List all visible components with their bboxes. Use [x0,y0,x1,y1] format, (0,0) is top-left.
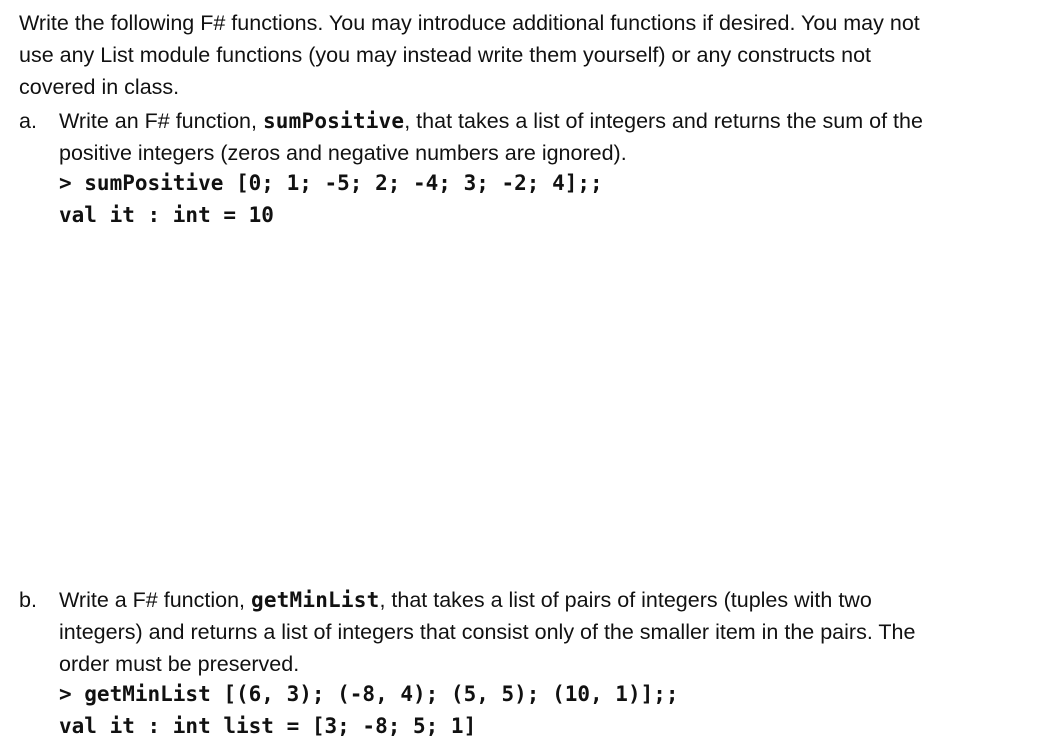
part-b-text-pre: Write a F# function, [59,588,251,612]
part-a-line-1 [59,105,923,137]
part-b-line-1 [59,584,872,616]
intro-line-2: use any List module functions (you may instead write them yourself) or any constructs not [19,43,872,67]
part-b-function-name: getMinList [251,588,380,612]
part-b-example-input: > getMinList [(6, 3); (-8, 4); (5, 5); (10, 1)];; [59,682,679,706]
part-a-example-input: > sumPositive [0; 1; -5; 2; -4; 3; -2; 4];; [59,171,603,195]
intro-line-3: covered in class. [19,75,180,99]
part-a-text-post: , that takes a list of integers and returns the sum of the [404,109,923,133]
part-b-line-2: integers) and returns a list of integers that consist only of the smaller item in the pairs. The [59,620,916,644]
part-a-function-name: sumPositive [262,109,405,133]
part-a-text-pre: Write an F# function, [59,109,263,133]
part-a-marker: a. [19,109,37,133]
part-a-example-output: val it : int = 10 [59,203,274,227]
part-a-line-2: positive integers (zeros and negative numbers are ignored). [59,141,627,165]
part-b-line-3: order must be preserved. [59,652,300,676]
intro-line-1: Write the following F# functions. You may introduce additional functions if desired. You may not [19,11,920,35]
part-b-marker: b. [19,588,37,612]
part-b-example-output: val it : int list = [3; -8; 5; 1] [59,714,477,738]
part-b-text-post: , that takes a list of pairs of integers (tuples with two [379,588,872,612]
